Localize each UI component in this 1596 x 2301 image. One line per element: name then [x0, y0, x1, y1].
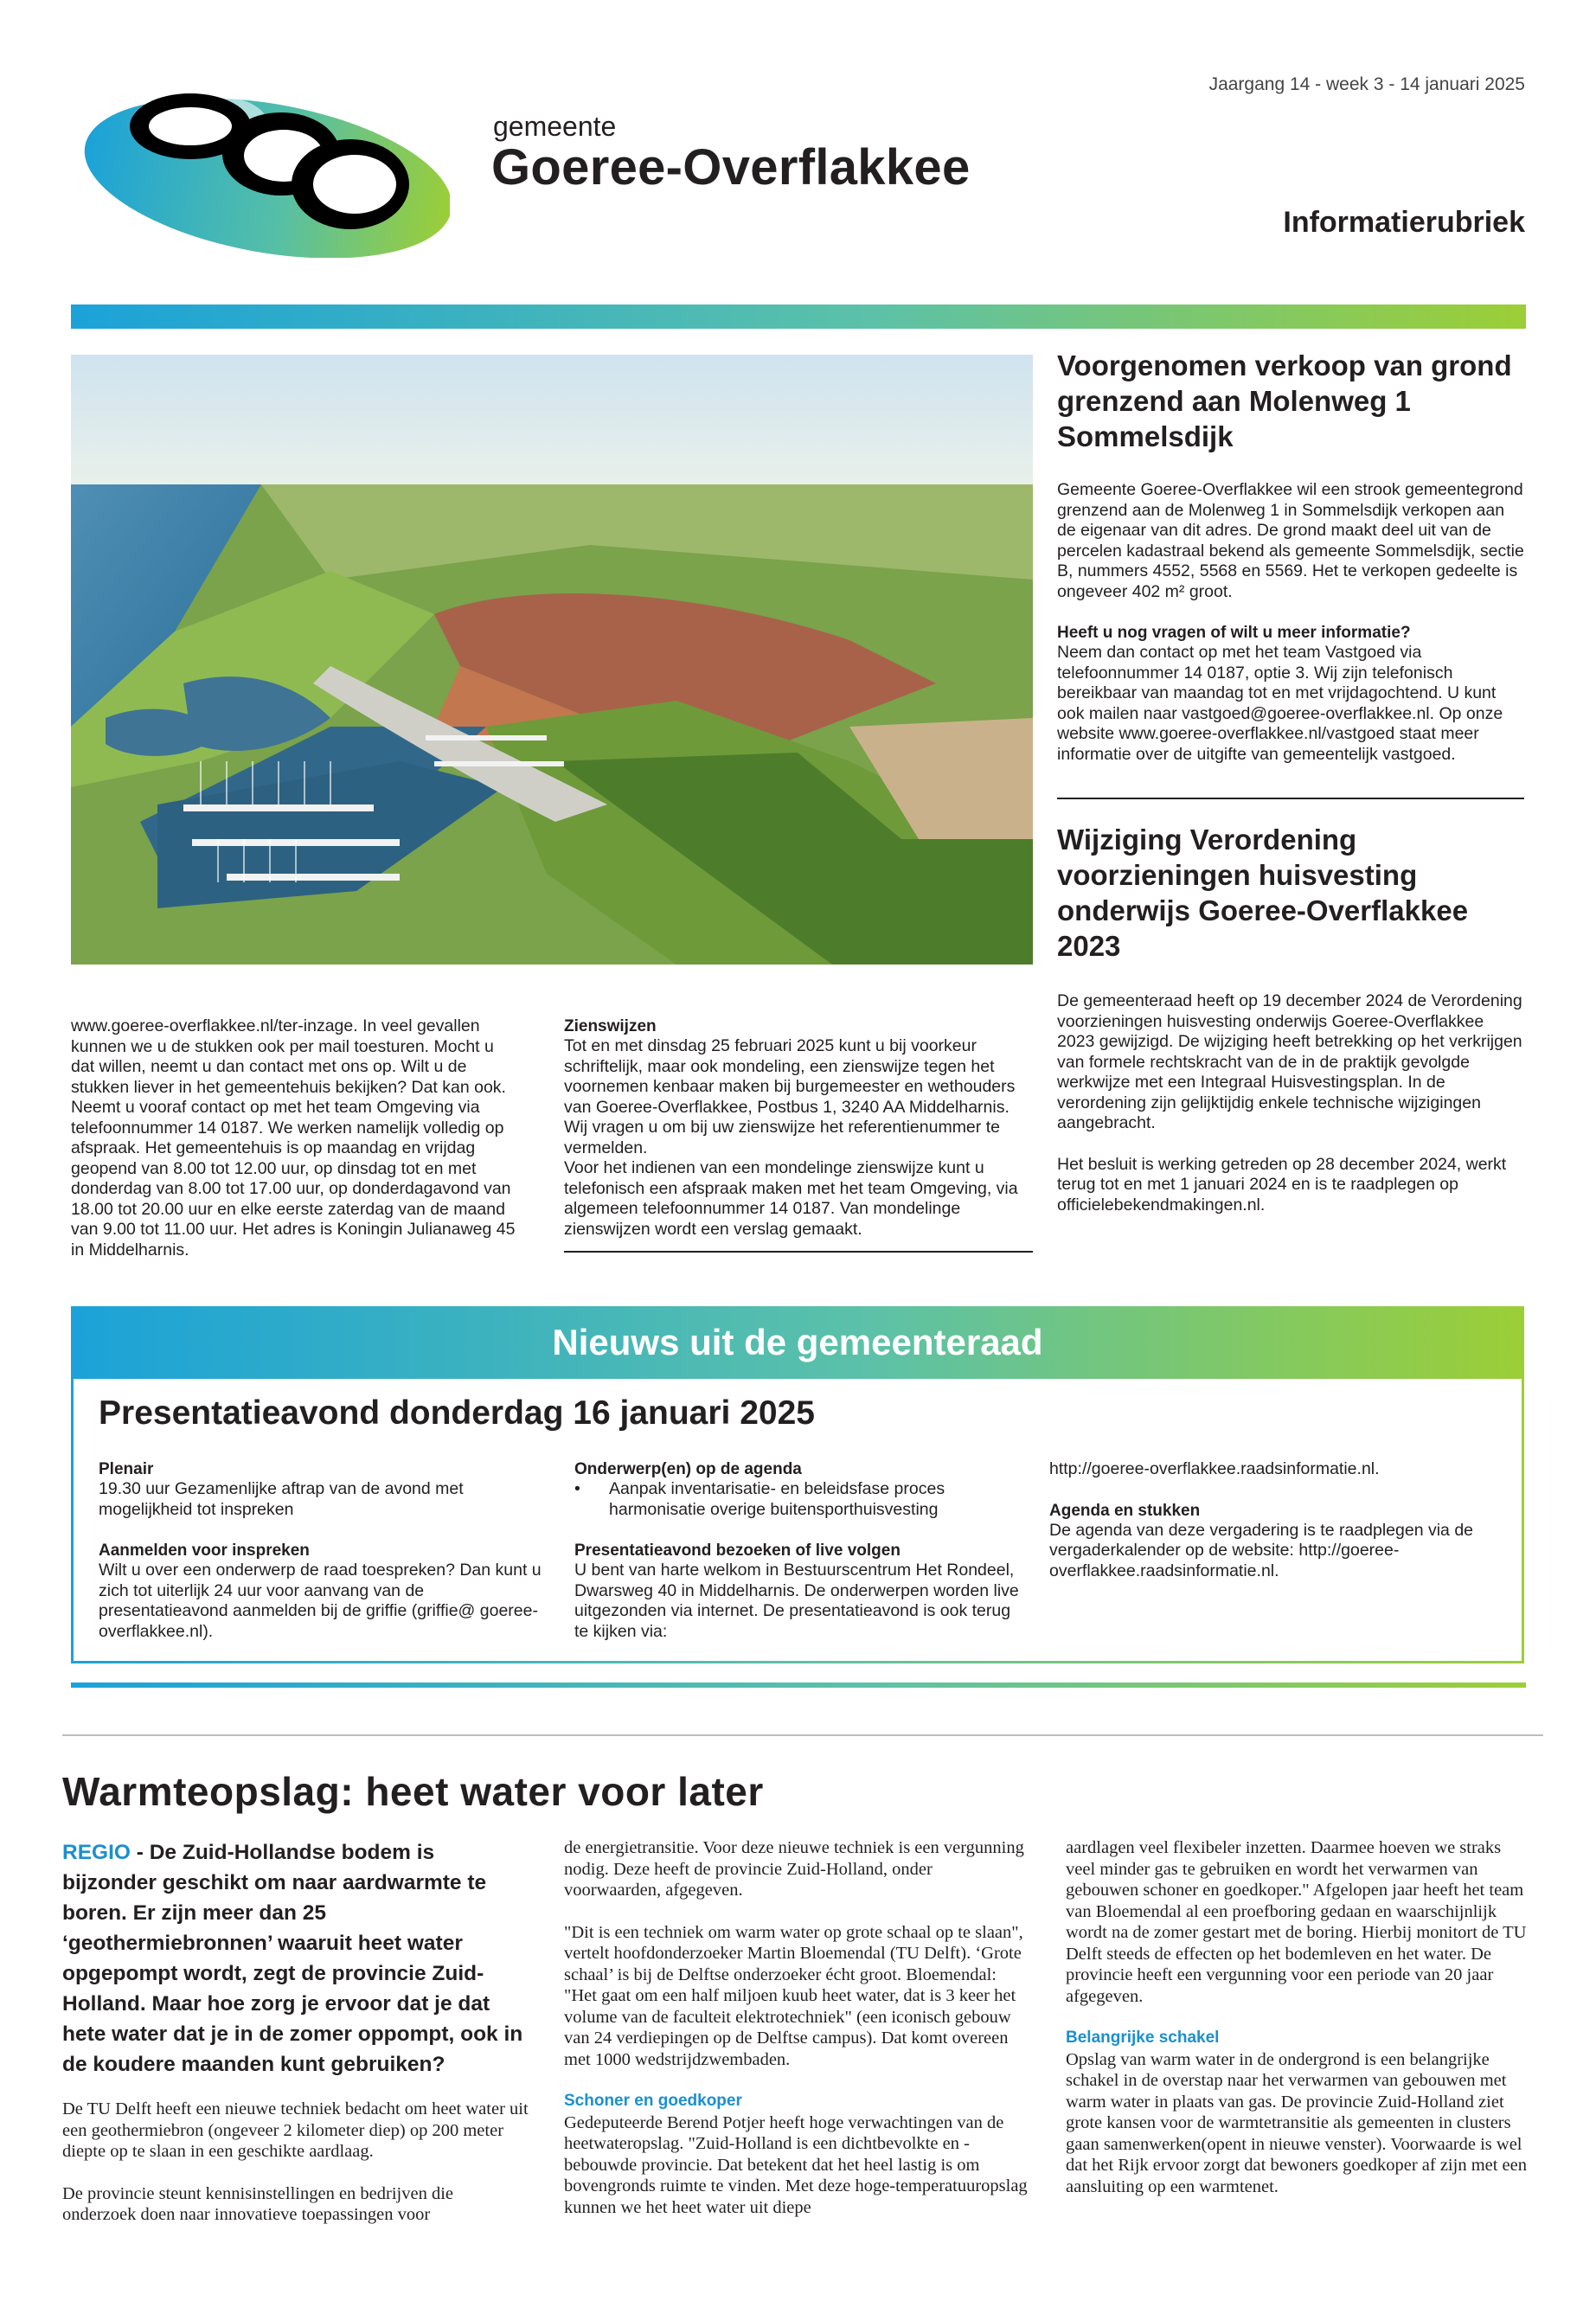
- bullet-icon: •: [574, 1479, 580, 1498]
- agenda-item: [574, 1479, 1024, 1520]
- raad-banner: Nieuws uit de gemeenteraad: [71, 1306, 1524, 1379]
- inspreken-heading: Aanmelden voor inspreken: [99, 1541, 310, 1560]
- article-paragraph: Opslag van warm water in de ondergrond is een belangrijke schakel in de overstap naar het verwarmen van gebouwen met warm water in plaats van gas. De provincie Zuid-Holland ziet grote kansen voor de warmtetransitie als gemeenten in clusters gaan samenwerken(opent in nieuwe venster). Voorwaarde is wel dat het Rijk ervoor zorgt dat bewoners goedkoper af zijn met een aansluiting op een warmtenet.: [1066, 2049, 1528, 2196]
- raad-column-3: [1049, 1459, 1499, 1581]
- column-rule: [564, 1251, 1033, 1253]
- gradient-divider-bottom: [71, 1682, 1526, 1688]
- raad-column-1: [99, 1459, 548, 1642]
- region-label: REGIO: [62, 1841, 131, 1864]
- article-lead: [62, 1837, 529, 2080]
- verordening-section: [1057, 822, 1524, 1215]
- article-subheading: Belangrijke schakel: [1066, 2029, 1220, 2047]
- bezoek-heading: Presentatieavond bezoeken of live volgen: [574, 1541, 901, 1560]
- verkoop-p1: Gemeente Goeree-Overflakkee wil een strook gemeentegrond grenzend aan de Molenweg 1 in Sommelsdijk verkopen aan de eigenaar van dit adres. De grond maakt deel uit van de percelen kadastraal bekend als gemeente Sommelsdijk, sectie B, nummers 4552, 5568 en 5569. Het te verkopen gedeelte is ongeveer 402 m² groot.: [1057, 480, 1524, 601]
- article-column-2: [564, 1837, 1031, 2218]
- article-title: Warmteopslag: heet water voor later: [62, 1769, 764, 1814]
- verkoop-title: Voorgenomen verkoop van grond grenzend aan Molenweg 1 Sommelsdijk: [1057, 349, 1512, 452]
- article-subheading: Schoner en goedkoper: [564, 2092, 742, 2110]
- verordening-p1: De gemeenteraad heeft op 19 december 2024 de Verordening voorzieningen huisvesting onderwijs Goeree-Overflakkee 2023 gewijzigd. De wijziging heeft betrekking op het verkrijgen van formele rechtskracht van de in de praktijk gevolgde werkwijze met een Integraal Huisvestingsplan. In de verordening zijn gelijktijdig enkele technische wijzigingen aangebracht.: [1057, 991, 1522, 1132]
- article-paragraph: de energietransitie. Voor deze nieuwe techniek is een vergunning nodig. Deze heeft de provincie Zuid-Holland, onder voorwaarden, afgegeven.: [564, 1838, 1024, 1900]
- agenda-heading: Onderwerp(en) op de agenda: [574, 1460, 802, 1478]
- zienswijzen-p2: Voor het indienen van een mondelinge zienswijze kunt u telefonisch een afspraak maken met het team Omgeving, via algemeen telefoonnummer 14 0187. Van mondelinge zienswijzen wordt een verslag gemaakt.: [564, 1158, 1018, 1239]
- verkoop-section: [1057, 348, 1524, 765]
- verkoop-subheading: Heeft u nog vragen of wilt u meer informatie?: [1057, 624, 1411, 642]
- zienswijzen-heading: Zienswijzen: [564, 1017, 657, 1035]
- stukken-text: De agenda van deze vergadering is te raadplegen via de vergaderkalender op de website: http://goeree-overflakkee.raadsinformatie.nl.: [1049, 1520, 1474, 1580]
- article-paragraph: De provincie steunt kennisinstellingen en bedrijven die onderzoek doen naar innovatieve toepassingen voor: [62, 2183, 454, 2224]
- verordening-p2: Het besluit is werking getreden op 28 december 2024, werkt terug tot en met 1 januari 2024 en is te raadplegen op officielebekendmakingen.nl.: [1057, 1154, 1507, 1215]
- plenair-text: 19.30 uur Gezamenlijke aftrap van de avond met mogelijkheid tot inspreken: [99, 1479, 464, 1519]
- edition-info: Jaargang 14 - week 3 - 14 januari 2025: [1208, 74, 1525, 94]
- zienswijzen-section: [564, 1016, 1033, 1240]
- inzage-text: www.goeree-overflakkee.nl/ter-inzage. In veel gevallen kunnen we u de stukken ook per mail toesturen. Mocht u dat willen, neemt u dan contact met ons op. Wilt u de stukken liever in het gemeentehuis bekijken? Dat kan ook. Neemt u vooraf contact op met het team Omgeving via telefoonnummer 14 0187. We werken namelijk volledig op afspraak. Het gemeentehuis is op maandag en vrijdag geopend van 8.00 tot 12.00 uur, op dinsdag tot en met donderdag van 8.00 tot 17.00 uur, op donderdagavond van 18.00 tot 20.00 uur en elke eerste zaterdag van de maand van 9.00 tot 11.00 uur. Het adres is Koningin Julianaweg 45 in Middelharnis.: [71, 1016, 516, 1259]
- brand-name: Goeree-Overflakkee: [491, 139, 971, 195]
- inspreken-text: Wilt u over een onderwerp de raad toespreken? Dan kunt u zich tot uiterlijk 24 uur voor aanvang van de presentatieavond aanmelden bij de griffie (griffie@ goeree-overflakkee.nl).: [99, 1561, 542, 1641]
- zienswijzen-p1: Tot en met dinsdag 25 februari 2025 kunt u bij voorkeur schriftelijk, maar ook mondeling, een zienswijze tegen het voornemen kenbaar maken bij burgemeester en wethouders van Goeree-Overflakkee, Postbus 1, 3240 AA Middelharnis. Wij vragen u om bij uw zienswijze het referentienummer te vermelden.: [564, 1036, 1016, 1157]
- article-paragraph: De TU Delft heeft een nieuwe techniek bedacht om heet water uit een geothermiebron (ongeveer 2 kilometer diep) op 200 meter diepte op te slaan in een geschikte aardlaag.: [62, 2099, 529, 2161]
- verordening-title: Wijziging Verordening voorzieningen huisvesting onderwijs Goeree-Overflakkee 2023: [1057, 824, 1469, 962]
- raadsinformatie-link[interactable]: http://goeree-overflakkee.raadsinformatie.nl.: [1049, 1459, 1380, 1478]
- article-paragraph: aardlagen veel flexibeler inzetten. Daarmee hoeven we straks veel minder gas te gebruiken en wordt het verwarmen van gebouwen schoner en goedkoper." Afgelopen jaar heeft het team van Bloemendal al een proefboring gedaan en waarschijnlijk wordt na de zomer gestart met de boring. Hierbij monitort de TU Delft steeds de effecten op het bodemleven en het water. De provincie heeft een vergunning voor een periode van 20 jaar afgegeven.: [1066, 1838, 1527, 2006]
- bezoek-text: U bent van harte welkom in Bestuurscentrum Het Rondeel, Dwarsweg 40 in Middelharnis. De onderwerpen worden live uitgezonden via internet. De presentatieavond is ook terug te kijken via:: [574, 1561, 1019, 1641]
- article-column-1: [62, 2099, 529, 2226]
- municipality-logo: [69, 76, 450, 258]
- raad-column-2: [574, 1459, 1024, 1642]
- article-paragraph: "Dit is een techniek om warm water op grote schaal op te slaan", vertelt hoofdonderzoeker Martin Bloemendal (TU Delft). ‘Grote schaal’ is bij de Delftse onderzoeker écht groot. Bloemendal: "Het gaat om een half miljoen kuub heet water, dat is 3 keer het volume van de faculteit elektrotechniek" (een iconisch gebouw van 24 verdiepingen op de Delftse campus). Dat komt overeen met 1000 wedstrijdzwembaden.: [564, 1922, 1023, 2069]
- aerial-harbor-photo: [71, 355, 1033, 965]
- section-title: Informatierubriek: [1283, 206, 1525, 239]
- plenair-heading: Plenair: [99, 1460, 154, 1478]
- gradient-divider: [71, 304, 1526, 329]
- article-paragraph: Gedeputeerde Berend Potjer heeft hoge verwachtingen van de heetwateropslag. "Zuid-Holland is een dichtbevolkte en -bebouwde provincie. Dat betekent dat het heel lastig is om bovengronds ruimte te vinden. Met deze hoge-temperatuuropslag kunnen we het heet water uit diepe: [564, 2112, 1028, 2217]
- lead-text: - De Zuid-Hollandse bodem is bijzonder geschikt om naar aardwarmte te boren. Er zijn meer dan 25 ‘geothermiebronnen’ waaruit heet water opgepompt wordt, zegt de provincie Zuid-Holland. Maar hoe zorg je ervoor dat je dat hete water dat je in de zomer oppompt, ook in de koudere maanden kunt gebruiken?: [62, 1841, 523, 2076]
- stukken-heading: Agenda en stukken: [1049, 1501, 1201, 1520]
- agenda-item-text: Aanpak inventarisatie- en beleidsfase proces harmonisatie overige buitensporthuisvesting: [609, 1479, 945, 1519]
- verkoop-p2: Neem dan contact op met het team Vastgoed via telefoonnummer 14 0187, optie 3. Wij zijn telefonisch bereikbaar van maandag tot en met vrijdagochtend. U kunt ook mailen naar vastgoed@goeree-overflakkee.nl. Op onze website www.goeree-overflakkee.nl/vastgoed staat meer informatie over de uitgifte van gemeentelijk vastgoed.: [1057, 643, 1503, 764]
- section-separator: [62, 1734, 1543, 1736]
- section-rule: [1057, 798, 1524, 799]
- article-column-3: [1066, 1837, 1533, 2197]
- brand-prefix: gemeente: [493, 111, 617, 142]
- raad-title: Presentatieavond donderdag 16 januari 2025: [99, 1394, 815, 1432]
